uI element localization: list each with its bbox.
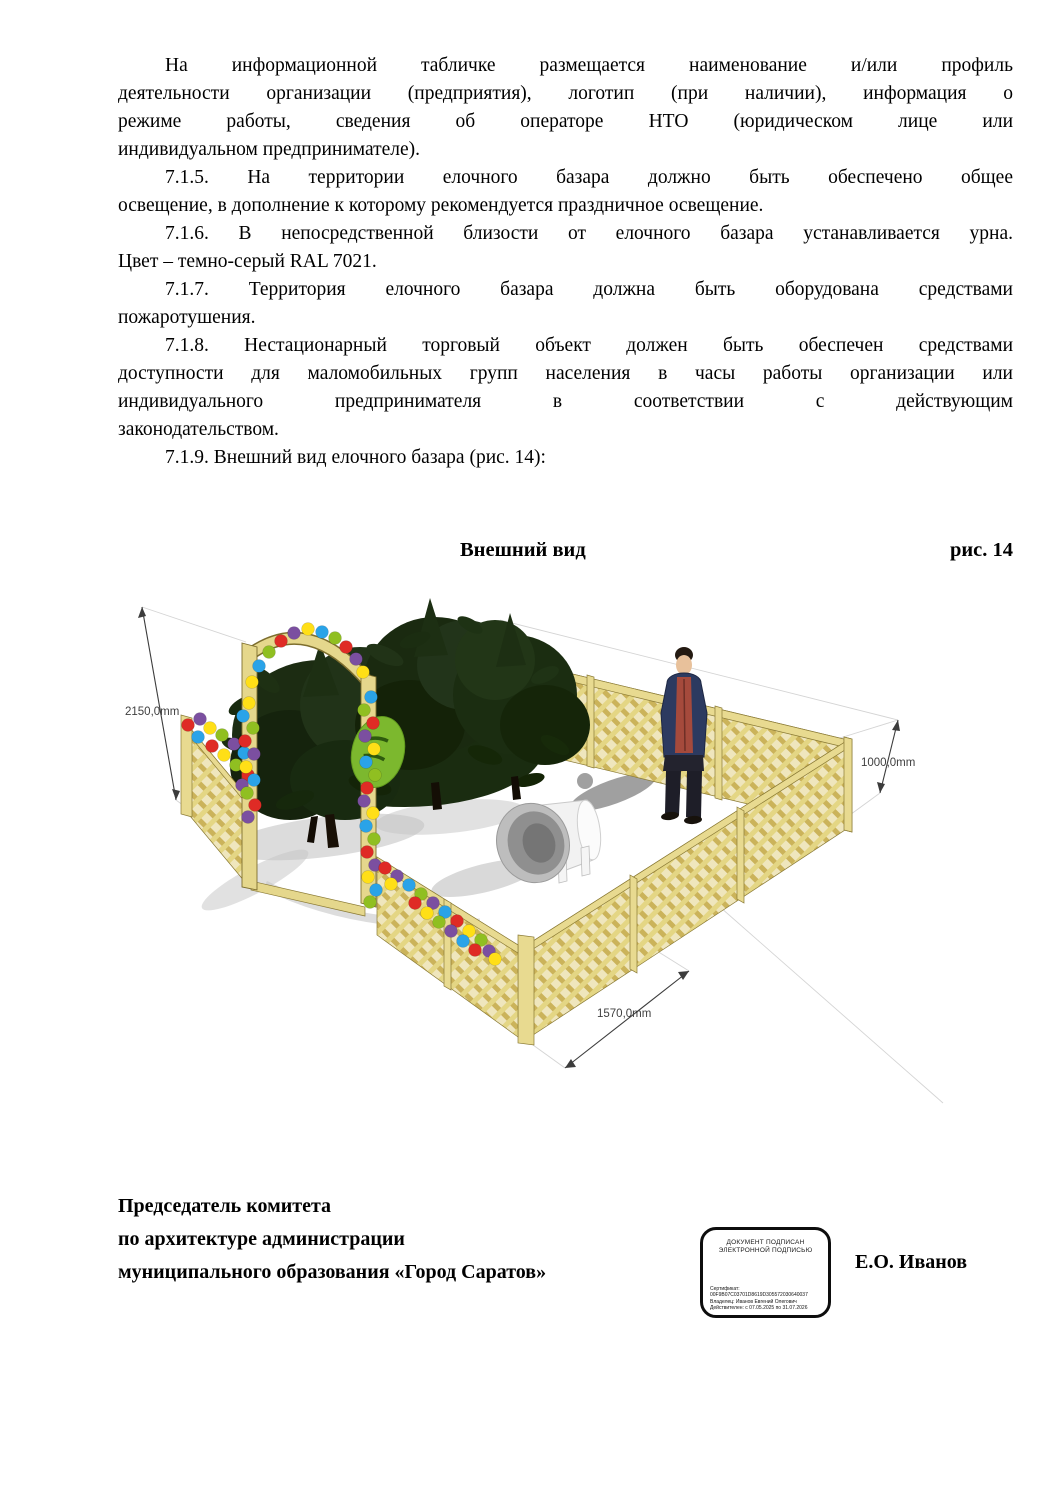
garland-ball [247,722,260,735]
text-line: На информационной табличке размещается наименование и/или профиль [165,55,1013,76]
garland-ball [243,697,256,710]
text-line: Цвет – темно-серый RAL 7021. [118,251,377,272]
garland-ball [239,735,252,748]
garland-ball [409,897,422,910]
garland-ball [206,740,219,753]
text-line: доступности для маломобильных групп населения в часы работы организации или [118,363,1013,384]
garland-ball [204,722,217,735]
text-line: законодательством. [118,419,279,440]
garland-ball [253,660,266,673]
stamp-title-line2: ЭЛЕКТРОННОЙ ПОДПИСЬЮ [718,1247,813,1254]
garland-ball [248,748,261,761]
garland-ball [469,944,482,957]
garland-ball [248,774,261,787]
garland-ball [445,925,458,938]
stamp-header [703,1239,828,1255]
garland-ball [358,795,371,808]
signer-name: Е.О. Иванов [855,1251,968,1273]
signature-position-line: муниципального образования «Город Саратов» [118,1261,547,1283]
text-line: освещение, в дополнение к которому рекомендуется праздничное освещение. [118,195,764,216]
garland-ball [340,641,353,654]
signature-position-line: по архитектуре администрации [118,1228,405,1250]
garland-ball [359,730,372,743]
garland-ball [249,799,262,812]
garland-ball [263,646,276,659]
text-line: индивидуальном предпринимателе). [118,139,421,160]
garland-ball [369,769,382,782]
garland-ball [218,749,231,762]
garland-ball [237,710,250,723]
stamp-details [710,1286,824,1312]
garland-ball [360,756,373,769]
garland-ball [329,632,342,645]
garland-ball [194,713,207,726]
text-line: деятельности организации (предприятия), логотип (при наличии), информация о [118,83,1013,104]
garland-ball [368,743,381,756]
text-line: режиме работы, сведения об операторе НТО (юридическом лице или [118,111,1013,132]
garland-ball [457,935,470,948]
stamp-detail-line: Сертификат: [710,1286,740,1292]
figure-caption-row [118,536,1013,564]
dimension-label-1000: 1000,0mm [861,757,916,769]
stamp-detail-line: 00F9B07C03701D8619D305572030640037 [710,1292,808,1299]
garland-ball [360,820,373,833]
garland-ball [403,879,416,892]
garland-ball [357,666,370,679]
text-line: индивидуального предпринимателя в соответствии с действующим [118,391,1013,412]
garland-ball [246,676,259,689]
garland-ball [358,704,371,717]
garland-ball [365,691,378,704]
electronic-signature-stamp [700,1227,831,1318]
garland-ball [367,717,380,730]
garland-ball [370,884,383,897]
stamp-detail-line: Владелец: Иванов Евгений Олегович [710,1298,797,1305]
person-figure [661,647,707,825]
figure-number: рис. 14 [949,539,1013,561]
garland-ball [489,953,502,966]
garland-ball [364,896,377,909]
garland-ball [302,623,315,636]
garland-ball [288,627,301,640]
garland-ball [316,626,329,639]
figure-image [115,585,945,1105]
garland-ball [182,719,195,732]
garland-ball [421,907,434,920]
text-line: 7.1.8. Нестационарный торговый объект должен быть обеспечен средствами [165,335,1013,356]
garland-ball [433,916,446,929]
garland-ball [192,731,205,744]
garland-ball [216,729,229,742]
garland-ball [368,833,381,846]
garland-ball [385,878,398,891]
garland-ball [361,846,374,859]
garland-ball [362,871,375,884]
stamp-detail-line: Действителен: с 07.05.2025 по 31.07.2026 [710,1305,808,1312]
text-line: 7.1.9. Внешний вид елочного базара (рис. 14): [165,447,546,468]
dimension-label-1570: 1570,0mm [597,1008,652,1020]
body-text [118,52,1013,472]
dimension-fence-height [861,720,915,793]
garland-ball [350,653,363,666]
dimension-arch-height [125,607,180,800]
garland-ball [241,787,254,800]
garland-ball [361,782,374,795]
garland-ball [379,862,392,875]
signature-position-line: Председатель комитета [118,1195,332,1217]
stamp-title-line1: ДОКУМЕНТ ПОДПИСАН [726,1239,805,1246]
text-line: 7.1.6. В непосредственной близости от елочного базара устанавливается урна. [165,223,1013,244]
garland-ball [275,635,288,648]
figure-title: Внешний вид [460,539,586,561]
dimension-label-2150: 2150,0mm [125,706,180,718]
text-line: пожаротушения. [118,307,256,328]
text-line: 7.1.7. Территория елочного базара должна быть оборудована средствами [165,279,1013,300]
garland-ball [240,761,253,774]
garland-ball [242,811,255,824]
figure-external-view [115,585,945,1105]
text-line: 7.1.5. На территории елочного базара должно быть обеспечено общее [165,167,1013,188]
signature-block [118,1190,1013,1390]
garland-ball [367,807,380,820]
